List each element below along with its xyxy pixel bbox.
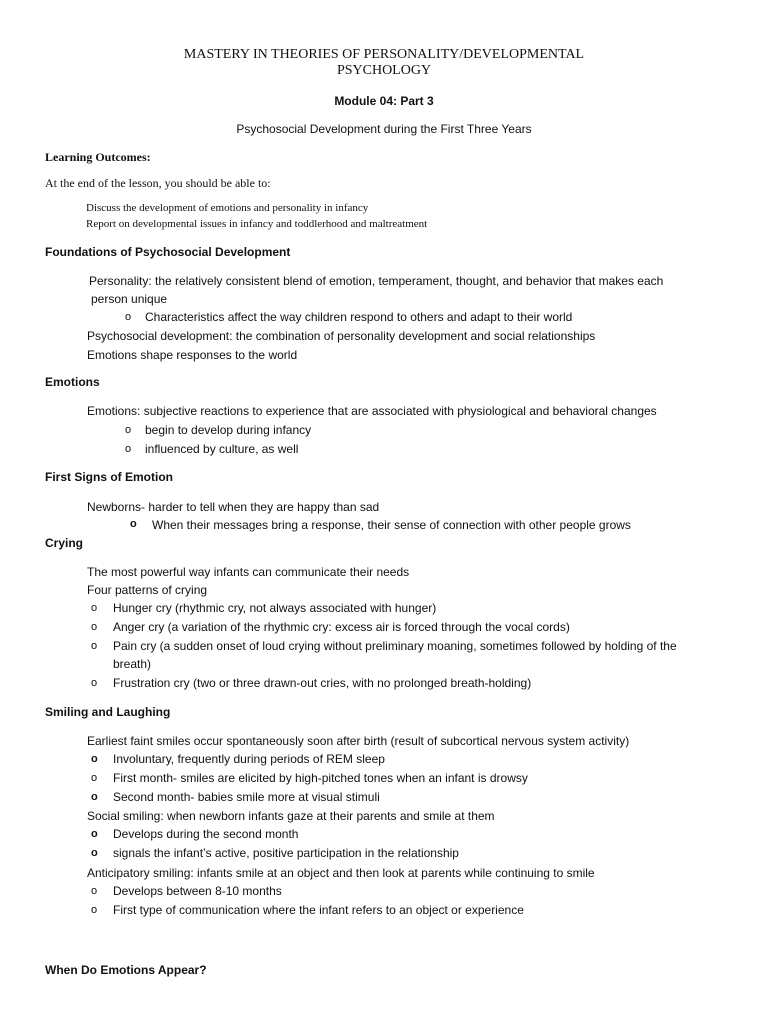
sub-item: Involuntary, frequently during periods of REM sleep [113,752,385,766]
sub-item: Develops between 8-10 months [113,884,282,898]
sub-item: When their messages bring a response, their sense of connection with other people grows [152,518,631,532]
list-item: Emotions shape responses to the world [87,348,298,362]
list-item: Newborns- harder to tell when they are happy than sad [87,500,380,514]
sub-bullet-icon: o [91,885,98,897]
document-title-line1: MASTERY IN THEORIES OF PERSONALITY/DEVELOPMENTAL [183,47,585,62]
sub-bullet-icon: o [91,677,98,689]
section-heading-foundations: Foundations of Psychosocial Development [45,245,291,259]
sub-item: Pain cry (a sudden onset of loud crying without preliminary moaning, sometimes followed by holding of the [113,639,677,653]
sub-item: First month- smiles are elicited by high-pitched tones when an infant is drowsy [113,771,528,785]
section-heading-smiling: Smiling and Laughing [45,705,171,719]
learning-outcomes-intro: At the end of the lesson, you should be able to: [45,176,271,190]
sub-item: begin to develop during infancy [145,423,312,437]
list-item: Four patterns of crying [87,583,208,597]
learning-outcome-item: Discuss the development of emotions and personality in infancy [86,202,369,214]
section-heading-emotions: Emotions [45,375,100,389]
sub-bullet-icon: o [91,828,98,840]
sub-bullet-icon: o [91,772,98,784]
sub-item: Second month- babies smile more at visual stimuli [113,790,380,804]
list-item: Emotions: subjective reactions to experience that are associated with physiological and behavioral changes [87,404,657,418]
sub-item: signals the infant’s active, positive participation in the relationship [113,846,459,860]
sub-bullet-icon: o [91,753,98,765]
sub-bullet-icon: o [91,602,98,614]
list-item: Social smiling: when newborn infants gaze at their parents and smile at them [87,809,495,823]
sub-item: First type of communication where the infant refers to an object or experience [113,903,524,917]
module-label: Module 04: Part 3 [334,94,434,108]
learning-outcomes-heading: Learning Outcomes: [45,150,151,164]
sub-bullet-icon: o [91,904,98,916]
learning-outcome-item: Report on developmental issues in infancy and toddlerhood and maltreatment [86,218,428,230]
list-item-personality-cont: person unique [91,292,168,306]
sub-bullet-icon: o [91,847,98,859]
section-heading-first-signs: First Signs of Emotion [45,470,173,484]
list-item-personality: Personality: the relatively consistent blend of emotion, temperament, thought, and behavior that makes each [89,274,664,288]
document-subtitle: Psychosocial Development during the First Three Years [236,122,532,136]
list-item: Psychosocial development: the combination of personality development and social relationships [87,329,596,343]
sub-item: influenced by culture, as well [145,442,299,456]
section-heading-crying: Crying [45,536,84,550]
sub-item: Develops during the second month [113,827,299,841]
document-title-line2: PSYCHOLOGY [336,63,432,78]
sub-item: Frustration cry (two or three drawn-out cries, with no prolonged breath-holding) [113,676,532,690]
list-item: Earliest faint smiles occur spontaneously soon after birth (result of subcortical nervous system activity) [87,734,630,748]
sub-item: Hunger cry (rhythmic cry, not always associated with hunger) [113,601,437,615]
list-item: Anticipatory smiling: infants smile at an object and then look at parents while continuing to smile [87,866,595,880]
sub-item: Characteristics affect the way children respond to others and adapt to their world [145,310,573,324]
sub-item-cont: breath) [113,657,152,671]
sub-bullet-icon: o [125,424,132,436]
section-heading-when: When Do Emotions Appear? [45,963,207,977]
sub-bullet-icon: o [91,621,98,633]
sub-bullet-icon: o [91,791,98,803]
sub-bullet-icon: o [91,640,98,652]
sub-bullet-icon: o [125,311,132,323]
list-item: The most powerful way infants can communicate their needs [87,565,410,579]
sub-bullet-icon: o [130,518,137,530]
sub-bullet-icon: o [125,443,132,455]
sub-item: Anger cry (a variation of the rhythmic cry: excess air is forced through the vocal cords) [113,620,570,634]
